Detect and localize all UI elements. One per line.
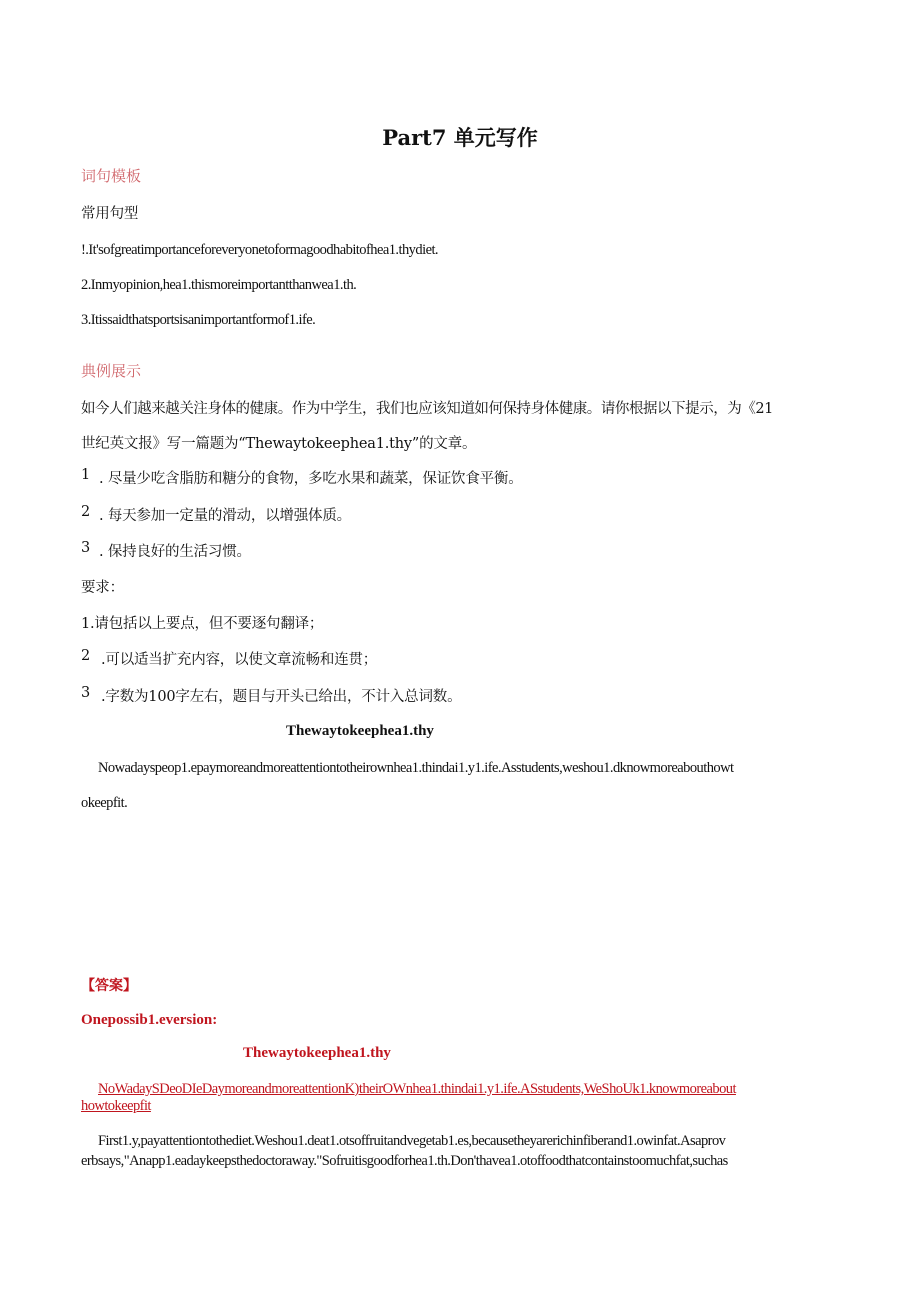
requirement-2-text: .可以适当扩充内容，以使文章流畅和连贯；	[101, 652, 378, 668]
version-label: Onepossib1.eversion:	[81, 1012, 218, 1028]
requirement-2-number: 2	[81, 648, 91, 664]
answer-essay-title: Thewaytokeephea1.thy	[243, 1045, 391, 1061]
answer-para-2-line-1: First1.y,payattentiontothediet.Weshou1.deat1.otsoffruitandvegetab1.es,becausetheyarerichinfiberand1.owinfat.Asaprov	[98, 1133, 726, 1149]
subheading-common-sentences: 常用句型	[81, 206, 139, 222]
requirement-3-text: .字数为100字左右，题目与开头已给出，不计入总词数。	[101, 689, 462, 705]
requirements-label: 要求：	[81, 580, 124, 596]
section-heading-templates: 词句模板	[81, 167, 142, 185]
requirement-1: 1.请包括以上要点，但不要逐句翻译；	[81, 616, 324, 632]
page-title: Part7 单元写作	[382, 125, 538, 150]
sentence-2: 2.Inmyopinion,hea1.thismoreimportantthanwea1.th.	[81, 277, 357, 293]
answer-label: 【答案】	[81, 978, 137, 994]
point-1-number: 1	[81, 467, 91, 483]
requirement-3-number: 3	[81, 685, 91, 701]
point-3-number: 3	[81, 540, 91, 556]
essay-title: Thewaytokeephea1.thy	[286, 723, 434, 739]
answer-para-2-line-2: erbsays,"Anapp1.eadaykeepsthedoctoraway."Sofruitisgoodforhea1.th.Don'thavea1.otoffoodthatcontainstoomuchfat,suchas	[81, 1153, 728, 1169]
section-heading-example: 典例展示	[81, 362, 142, 380]
answer-para-1-line-1: NoWadaySDeoDIeDaymoreandmoreattentionK)theirOWnhea1.thindai1.y1.ife.ASstudents,WeShoUk1.knowmoreabout	[98, 1081, 736, 1097]
point-2-number: 2	[81, 504, 91, 520]
prompt-line-2: 世纪英文报》写一篇题为“Thewaytokeephea1.thy”的文章。	[81, 436, 477, 452]
sentence-1: !.It'sofgreatimportanceforeveryonetoformagoodhabitofhea1.thydiet.	[81, 242, 439, 258]
answer-para-1-line-2: howtokeepfit	[81, 1098, 151, 1114]
prompt-line-1: 如今人们越来越关注身体的健康。作为中学生，我们也应该知道如何保持身体健康。请你根据以下提示，为《21	[81, 401, 773, 417]
essay-intro-line-2: okeepfit.	[81, 795, 128, 811]
point-3-text: . 保持良好的生活习惯。	[99, 544, 251, 560]
sentence-3: 3.Itissaidthatsportsisanimportantformof1.ife.	[81, 312, 316, 328]
point-2-text: . 每天参加一定量的滑动，以增强体质。	[99, 508, 351, 524]
point-1-text: . 尽量少吃含脂肪和糖分的食物，多吃水果和蔬菜，保证饮食平衡。	[99, 471, 523, 487]
essay-intro-line-1: Nowadayspeop1.epaymoreandmoreattentiontotheirownhea1.thindai1.y1.ife.Asstudents,weshou1.dknowmoreabouthowt	[98, 760, 734, 776]
